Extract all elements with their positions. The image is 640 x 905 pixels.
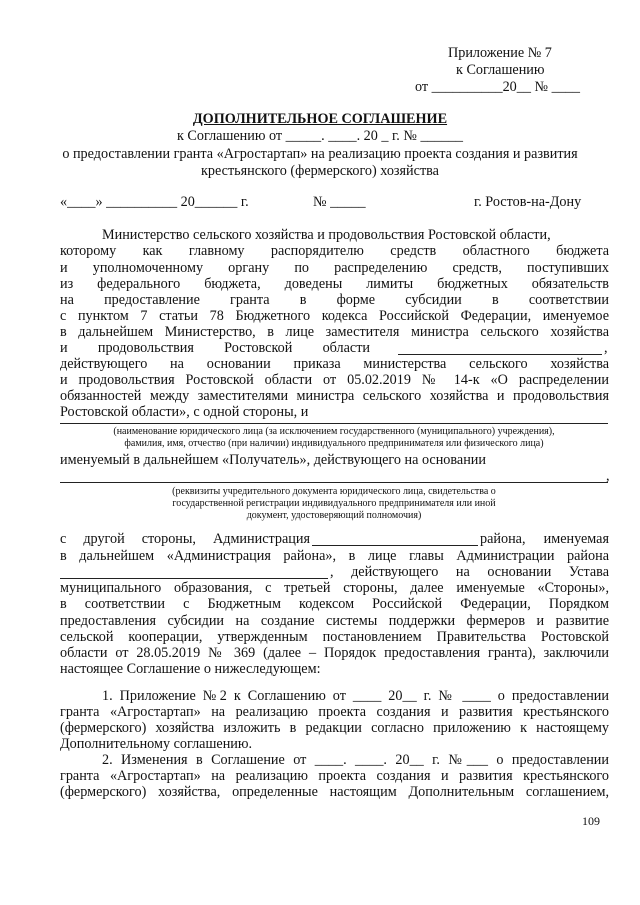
para1-line: и продовольствия Ростовской области xyxy=(60,340,370,356)
to-agreement-label: к Соглашению xyxy=(456,62,545,78)
caption-documents: (реквизиты учредительного документа юридического лица, свидетельства о xyxy=(172,486,496,497)
para1-line: Министерство сельского хозяйства и продовольствия Ростовской области, xyxy=(102,227,551,243)
city-label: г. Ростов-на-Дону xyxy=(474,194,582,210)
item1-line: Дополнительному соглашению. xyxy=(60,736,253,752)
para1-line: из федерального бюджета, доведены лимиты бюджетных обязательств xyxy=(60,276,609,292)
para2-line: в дальнейшем «Администрация района», в лице главы Администрации района xyxy=(60,548,609,564)
para1-line: и продовольствия Ростовской области от 05.02.2019 № 14-к «О распределении xyxy=(60,372,609,388)
title-farm-line: крестьянского (фермерского) хозяйства xyxy=(201,163,439,179)
comma: , xyxy=(606,468,610,484)
para2-line: с другой стороны, Администрация xyxy=(60,531,310,547)
page-number: 109 xyxy=(582,814,600,828)
para2-line: района, именуемая xyxy=(480,531,609,547)
para2-line: области от 28.05.2019 № 369 (далее – Порядок предоставления гранта), заключили xyxy=(60,645,609,661)
item1-line: 1. Приложение №2 к Соглашению от ____ 20__ г. № ____ о предоставлении xyxy=(102,688,609,704)
caption-recipient: фамилия, имя, отчество (при наличии) индивидуального предпринимателя или физического лица) xyxy=(124,438,544,449)
para1-line: действующего на основании приказа министерства сельского хозяйства xyxy=(60,356,609,372)
blank-head-name xyxy=(60,578,328,579)
blank-deputy-name xyxy=(398,354,602,355)
item1-line: гранта «Агростартап» на реализацию проекта создания и развития крестьянского xyxy=(60,704,609,720)
caption-documents: документ, удостоверяющий полномочия) xyxy=(246,510,422,521)
para2-line: муниципального образования, с третьей стороны, далее именуемые «Стороны», xyxy=(60,580,609,596)
date-field: «____» __________ 20______ г. xyxy=(60,194,249,210)
para1-line: обязанностей между заместителями министра сельского хозяйства и продовольствия xyxy=(60,388,609,404)
appendix-label: Приложение № 7 xyxy=(448,45,552,61)
comma: , xyxy=(604,340,608,356)
para1-line: Ростовской области», с одной стороны, и xyxy=(60,404,309,420)
caption-documents: государственной регистрации индивидуального предпринимателя или иной xyxy=(172,498,496,509)
para1-line: в дальнейшем Министерство, в лице заместителя министра сельского хозяйства xyxy=(60,324,609,340)
para2-line: , действующего на основании Устава xyxy=(330,564,609,580)
document-title: ДОПОЛНИТЕЛЬНОЕ СОГЛАШЕНИЕ xyxy=(192,111,448,127)
title-grant-line: о предоставлении гранта «Агростартап» на реализацию проекта создания и развития xyxy=(62,146,578,162)
item2-line: 2. Изменения в Соглашение от ____. ____. 20__ г. №___ о предоставлении xyxy=(102,752,609,768)
para2-line: сельской кооперации, утвержденным постановлением Правительства Ростовской xyxy=(60,629,609,645)
para1-line: которому как главному распорядителю средств областного бюджета xyxy=(60,243,609,259)
blank-recipient-name xyxy=(60,423,608,424)
caption-recipient: (наименование юридического лица (за исключением государственного (муниципального) учреждения), xyxy=(113,426,555,437)
header-date-line: от __________20__ № ____ xyxy=(415,79,580,95)
para1-line: с пунктом 7 статьи 78 Бюджетного кодекса Российской Федерации, именуемое xyxy=(60,308,609,324)
para2-line: в соответствии с Бюджетным кодексом Российской Федерации, Порядком xyxy=(60,596,609,612)
para1-line: и уполномоченному органу по распределению средств, поступивших xyxy=(60,260,609,276)
item1-line: (фермерского) хозяйства изложить в редакции согласно приложению к настоящему xyxy=(60,720,609,736)
number-field: № _____ xyxy=(313,194,366,210)
blank-district-name xyxy=(312,545,478,546)
item2-line: (фермерского) хозяйства, определенные настоящим Дополнительным соглашением, xyxy=(60,784,609,800)
blank-recipient-basis xyxy=(60,482,608,483)
para2-line: настоящее Соглашение о нижеследующем: xyxy=(60,661,321,677)
item2-line: гранта «Агростартап» на реализацию проекта создания и развития крестьянского xyxy=(60,768,609,784)
title-agreement-ref: к Соглашению от _____. ____. 20 _ г. № ______ xyxy=(176,128,464,144)
recipient-line: именуемый в дальнейшем «Получатель», действующего на основании xyxy=(60,452,486,468)
para2-line: предоставления субсидии на создание системы поддержки фермеров и развитие xyxy=(60,613,609,629)
para1-line: на предоставление гранта в форме субсидии в соответствии xyxy=(60,292,609,308)
